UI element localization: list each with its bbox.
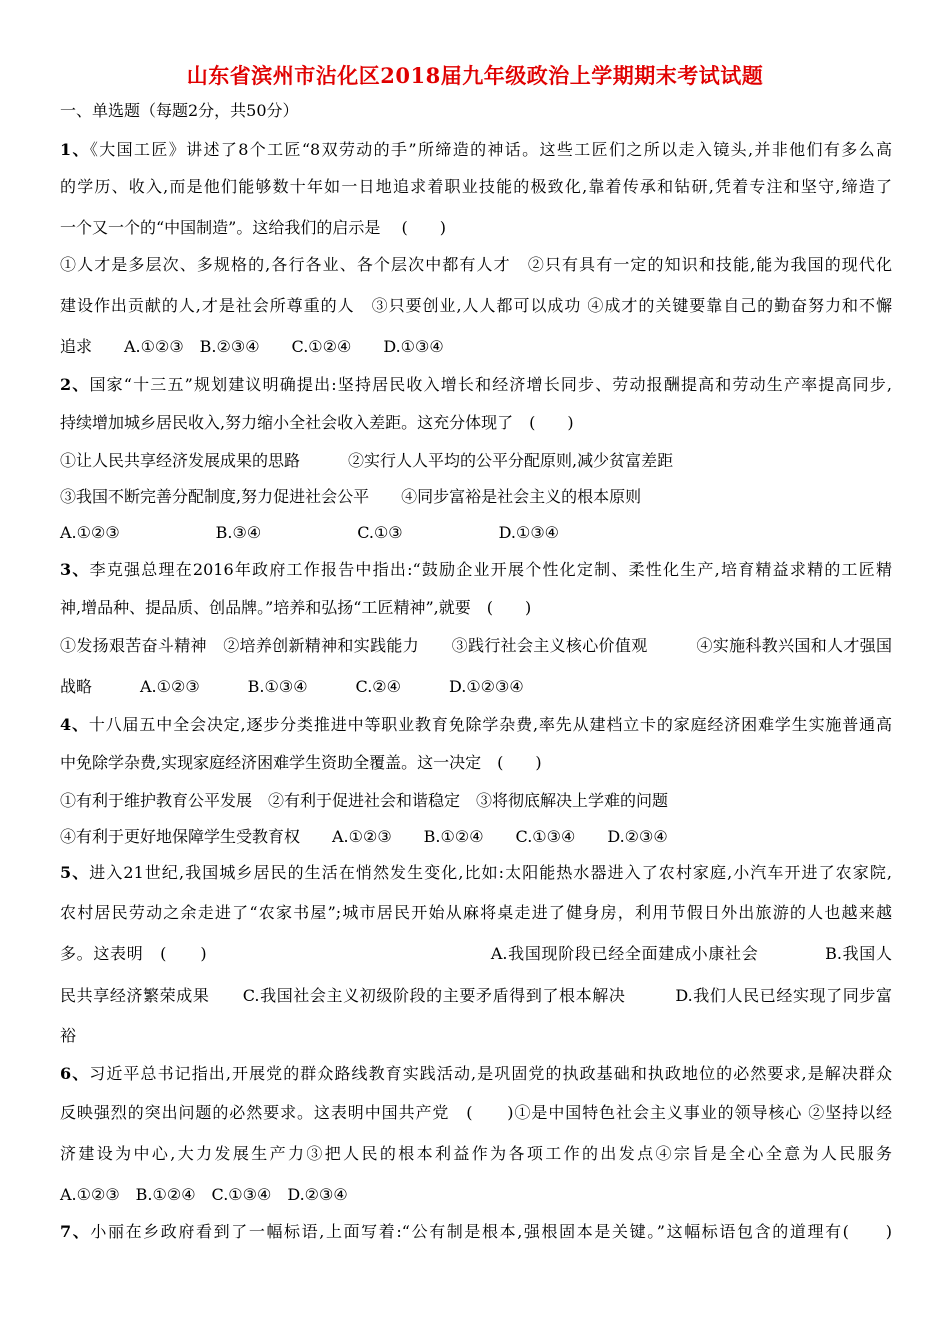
line-text: 持续增加城乡居民收入,努力缩小全社会收入差距。这充分体现了 ( ) [60, 413, 574, 432]
text-line [60, 827, 668, 847]
text-line [60, 560, 892, 580]
text-line [60, 1103, 892, 1123]
text-line [60, 1144, 892, 1164]
line-text: 农村居民劳动之余走进了“农家书屋”;城市居民开始从麻将桌走进了健身房，利用节假日外出旅游的人也越来越 [60, 903, 892, 922]
text-line [60, 944, 892, 964]
line-text: 国家“十三五”规划建议明确提出:坚持居民收入增长和经济增长同步、劳动报酬提高和劳动生产率提高同步, [89, 375, 893, 394]
text-line [60, 1222, 892, 1242]
line-text: ③我国不断完善分配制度,努力促进社会公平 ④同步富裕是社会主义的根本原则 [60, 487, 642, 506]
text-line [60, 753, 542, 773]
text-line [60, 451, 673, 471]
text-line [60, 523, 559, 543]
line-text: 民共享经济繁荣成果 C.我国社会主义初级阶段的主要矛盾得到了根本解决 D.我们人民已经实现了同步富 [60, 986, 892, 1005]
line-text: 一个又一个的“中国制造”。这给我们的启示是 ( ) [60, 218, 446, 237]
line-text: ④有利于更好地保障学生受教育权 A.①②③ B.①②④ C.①③④ D.②③④ [60, 827, 668, 846]
line-text: 十八届五中全会决定,逐步分类推进中等职业教育免除学杂费,率先从建档立卡的家庭经济困难学生实施普通高 [88, 715, 892, 734]
line-text: ①人才是多层次、多规格的,各行各业、各个层次中都有人才 ②只有具有一定的知识和技能,能为我国的现代化 [60, 255, 892, 274]
text-line [60, 337, 444, 357]
question-number: 2、 [60, 375, 90, 394]
text-line [60, 177, 892, 197]
line-text: A.①②③ B.①②④ C.①③④ D.②③④ [60, 1185, 348, 1204]
text-line [60, 863, 892, 883]
line-text: 李克强总理在2016年政府工作报告中指出:“鼓励企业开展个性化定制、柔性化生产,培育精益求精的工匠精 [89, 560, 892, 579]
text-line [60, 255, 892, 275]
line-text: ①让人民共享经济发展成果的思路 ②实行人人平均的公平分配原则,减少贫富差距 [60, 451, 674, 470]
line-text: 进入21世纪,我国城乡居民的生活在悄然发生变化,比如:太阳能热水器进入了农村家庭,小汽车开进了农家院, [89, 863, 892, 882]
text-line [60, 791, 668, 811]
line-text: 的学历、收入,而是他们能够数十年如一日地追求着职业技能的极致化,靠着传承和钻研,凭着专注和坚守,缔造了 [60, 177, 892, 196]
question-number: 3、 [60, 560, 90, 579]
question-number: 4、 [60, 715, 89, 734]
text-line [60, 218, 446, 238]
line-text: 小丽在乡政府看到了一幅标语,上面写着:“公有制是根本,强根固本是关键。”这幅标语包含的道理有( ) [90, 1222, 892, 1241]
text-line [60, 1064, 892, 1084]
line-text: 多。这表明 ( ) A.我国现阶段已经全面建成小康社会 B.我国人 [60, 944, 892, 963]
question-number: 7、 [60, 1222, 91, 1241]
question-number: 1、 [60, 140, 90, 159]
section-heading: 一、单选题（每题2分，共50分） [60, 101, 299, 120]
text-line [60, 986, 892, 1006]
question-number: 5、 [60, 863, 90, 882]
line-text: 追求 A.①②③ B.②③④ C.①②④ D.①③④ [60, 337, 444, 356]
text-line [60, 487, 641, 507]
line-text: ①有利于维护教育公平发展 ②有利于促进社会和谐稳定 ③将彻底解决上学难的问题 [60, 791, 669, 810]
text-line [60, 375, 892, 395]
line-text: 神,增品种、提品质、创品牌。”培养和弘扬“工匠精神”,就要 ( ) [60, 598, 532, 617]
text-line [60, 677, 524, 697]
text-line [60, 598, 531, 618]
text-line [60, 413, 574, 433]
line-text: ①发扬艰苦奋斗精神 ②培养创新精神和实践能力 ③践行社会主义核心价值观 ④实施科教兴国和人才强国 [60, 636, 892, 655]
line-text: A.①②③ B.③④ C.①③ D.①③④ [60, 523, 560, 542]
line-text: 战略 A.①②③ B.①③④ C.②④ D.①②③④ [60, 677, 524, 696]
text-line [60, 140, 892, 160]
line-text: 《大国工匠》讲述了8个工匠“8双劳动的手”所缔造的神话。这些工匠们之所以走入镜头,并非他们有多么高 [89, 140, 892, 159]
document-title: 山东省滨州市沾化区2018届九年级政治上学期期末考试试题 [186, 63, 764, 88]
question-number: 6、 [60, 1064, 90, 1083]
line-text: 习近平总书记指出,开展党的群众路线教育实践活动,是巩固党的执政基础和执政地位的必然要求,是解决群众 [89, 1064, 892, 1083]
line-text: 反映强烈的突出问题的必然要求。这表明中国共产党 ( )①是中国特色社会主义事业的领导核心 ②坚持以经 [60, 1103, 892, 1122]
line-text: 建设作出贡献的人,才是社会所尊重的人 ③只要创业,人人都可以成功 ④成才的关键要靠自己的勤奋努力和不懈 [60, 296, 892, 315]
text-line [60, 1026, 76, 1046]
text-line [60, 1185, 348, 1205]
line-text: 中免除学杂费,实现家庭经济困难学生资助全覆盖。这一决定 ( ) [60, 753, 542, 772]
text-line [60, 715, 892, 735]
line-text: 济建设为中心,大力发展生产力③把人民的根本利益作为各项工作的出发点④宗旨是全心全意为人民服务 [60, 1144, 892, 1163]
line-text: 裕 [60, 1026, 77, 1045]
text-line [60, 636, 892, 656]
text-line [60, 903, 892, 923]
text-line [60, 296, 892, 316]
